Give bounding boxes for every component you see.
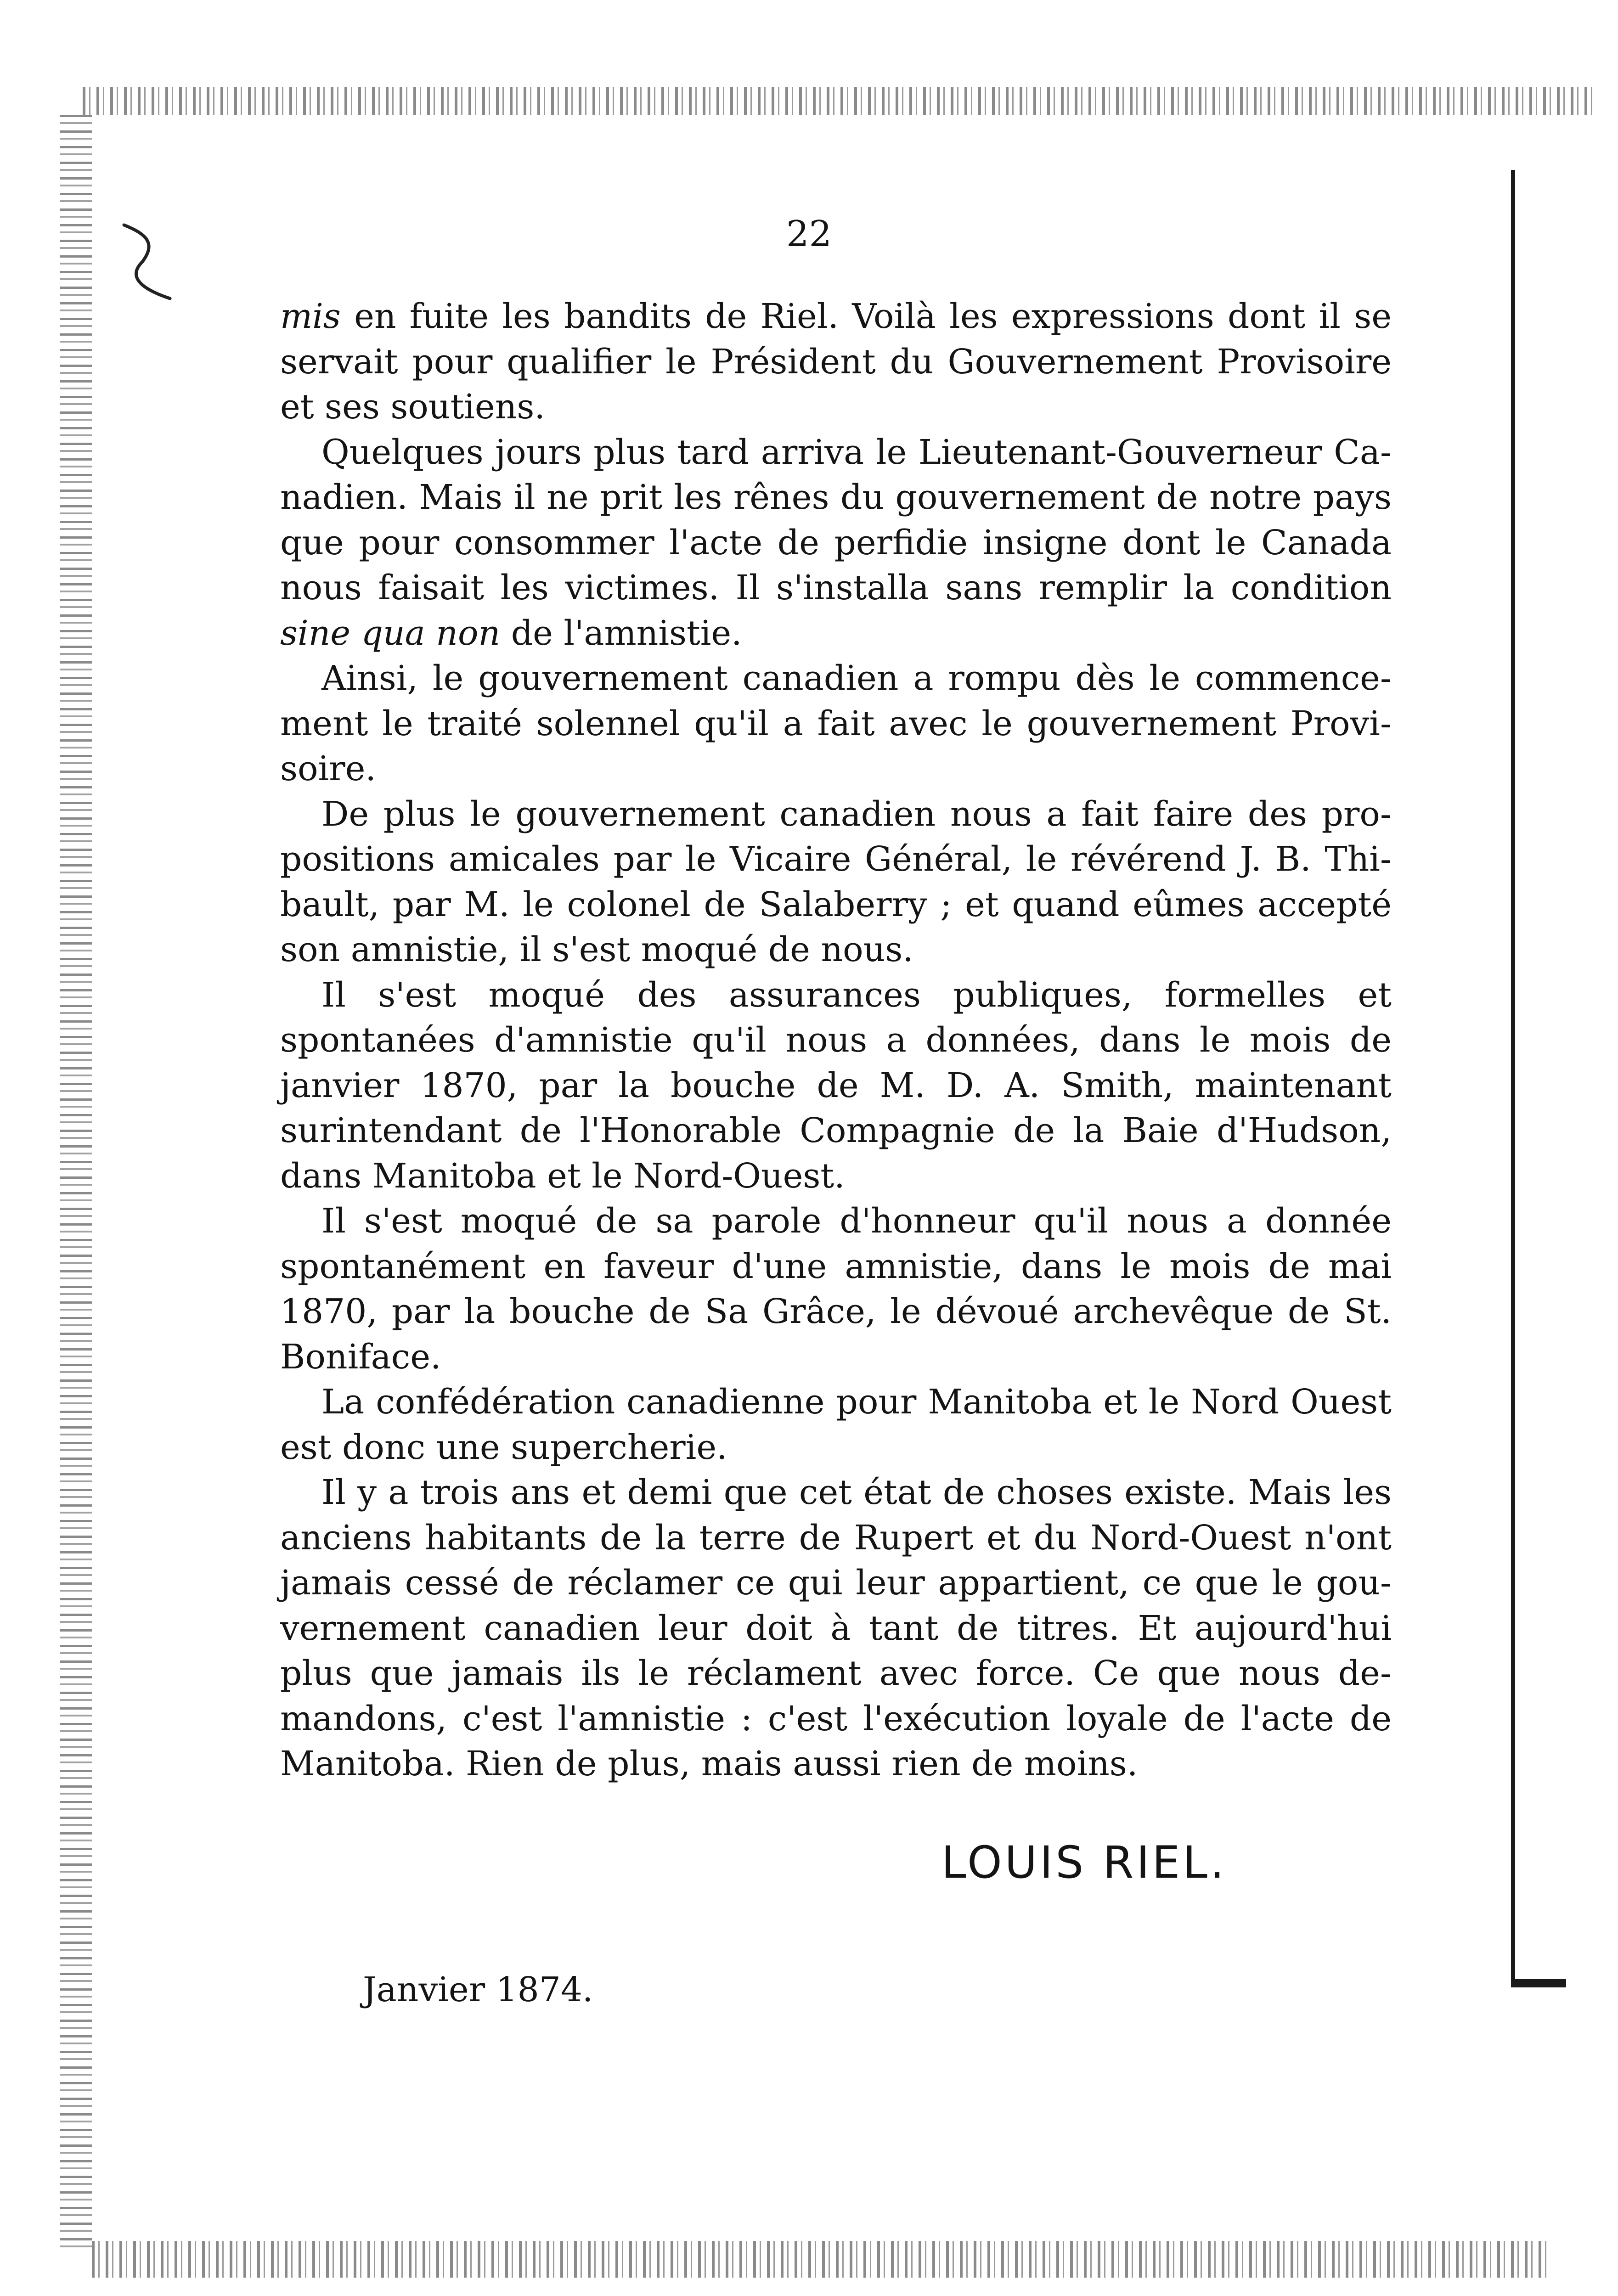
body-text (280, 294, 1392, 1787)
paragraph-text: Ainsi, le gouvernement canadien a rompu dès le commencement le traité solennel qu'il a fait avec le gouvernement Provisoire. (280, 658, 1392, 788)
paragraph-text: De plus le gouvernement canadien nous a fait faire des propositions amicales par le Vicaire Général, le révérend J. B. Thibault, par M. le colonel de Salaberry ; et quand eûmes accepté son amnistie, il s'est moqué de nous. (280, 794, 1392, 969)
paragraph-text: Quelques jours plus tard arriva le Lieutenant-Gouverneur Canadien. Mais il ne prit les rênes du gouvernement de notre pays que pour consommer l'acte de perfidie insigne dont le Canada nous faisait les victimes. Il s'installa sans remplir la condition (280, 432, 1392, 608)
paragraph (280, 656, 1392, 792)
date-line: Janvier 1874. (363, 1970, 593, 2009)
signature: LOUIS RIEL. (941, 1837, 1227, 1888)
paragraph (280, 973, 1392, 1199)
scan-edge-bottom (92, 2241, 1552, 2278)
page-number: 22 (786, 214, 832, 255)
paragraph-text: Il y a trois ans et demi que cet état de choses existe. Mais les anciens habitants de la terre de Rupert et du Nord-Ouest n'ont jamais cessé de réclamer ce qui leur appartient, ce que le gouvernement canadien leur doit à tant de titres. Et aujourd'hui plus que jamais ils le réclament avec force. Ce que nous demandons, c'est l'amnistie : c'est l'exécution loyale de l'acte de Manitoba. Rien de plus, mais aussi rien de moins. (280, 1473, 1392, 1784)
paragraph-italic: sine qua non (280, 613, 501, 653)
right-margin-tick (1511, 1979, 1566, 1987)
paragraph (280, 1199, 1392, 1379)
paragraph (280, 792, 1392, 973)
scan-edge-top (83, 87, 1594, 115)
scan-edge-left (60, 115, 92, 2250)
paragraph-text: Il s'est moqué de sa parole d'honneur qu'il nous a donnée spontanément en faveur d'une amnistie, dans le mois de mai 1870, par la bouche de Sa Grâce, le dévoué archevêque de St. Boniface. (280, 1201, 1392, 1377)
paragraph (280, 1470, 1392, 1787)
paragraph-text: La confédération canadienne pour Manitoba et le Nord Ouest est donc une supercherie. (280, 1382, 1392, 1467)
paragraph-text: en fuite les bandits de Riel. Voilà les expressions dont il se servait pour qualifier le Président du Gouvernement Provisoire et ses soutiens. (280, 297, 1392, 427)
paragraph-italic-lead: mis (280, 297, 341, 336)
right-margin-rule (1511, 170, 1515, 1984)
paragraph (280, 294, 1392, 430)
paragraph (280, 430, 1392, 656)
paragraph-text: Il s'est moqué des assurances publiques, formelles et spontanées d'amnistie qu'il nous a données, dans le mois de janvier 1870, par la bouche de M. D. A. Smith, maintenant surintendant de l'Honorable Compagnie de la Baie d'Hudson, dans Manitoba et le Nord-Ouest. (280, 975, 1392, 1196)
paragraph-tail: de l'amnistie. (500, 613, 742, 653)
paragraph (280, 1379, 1392, 1470)
